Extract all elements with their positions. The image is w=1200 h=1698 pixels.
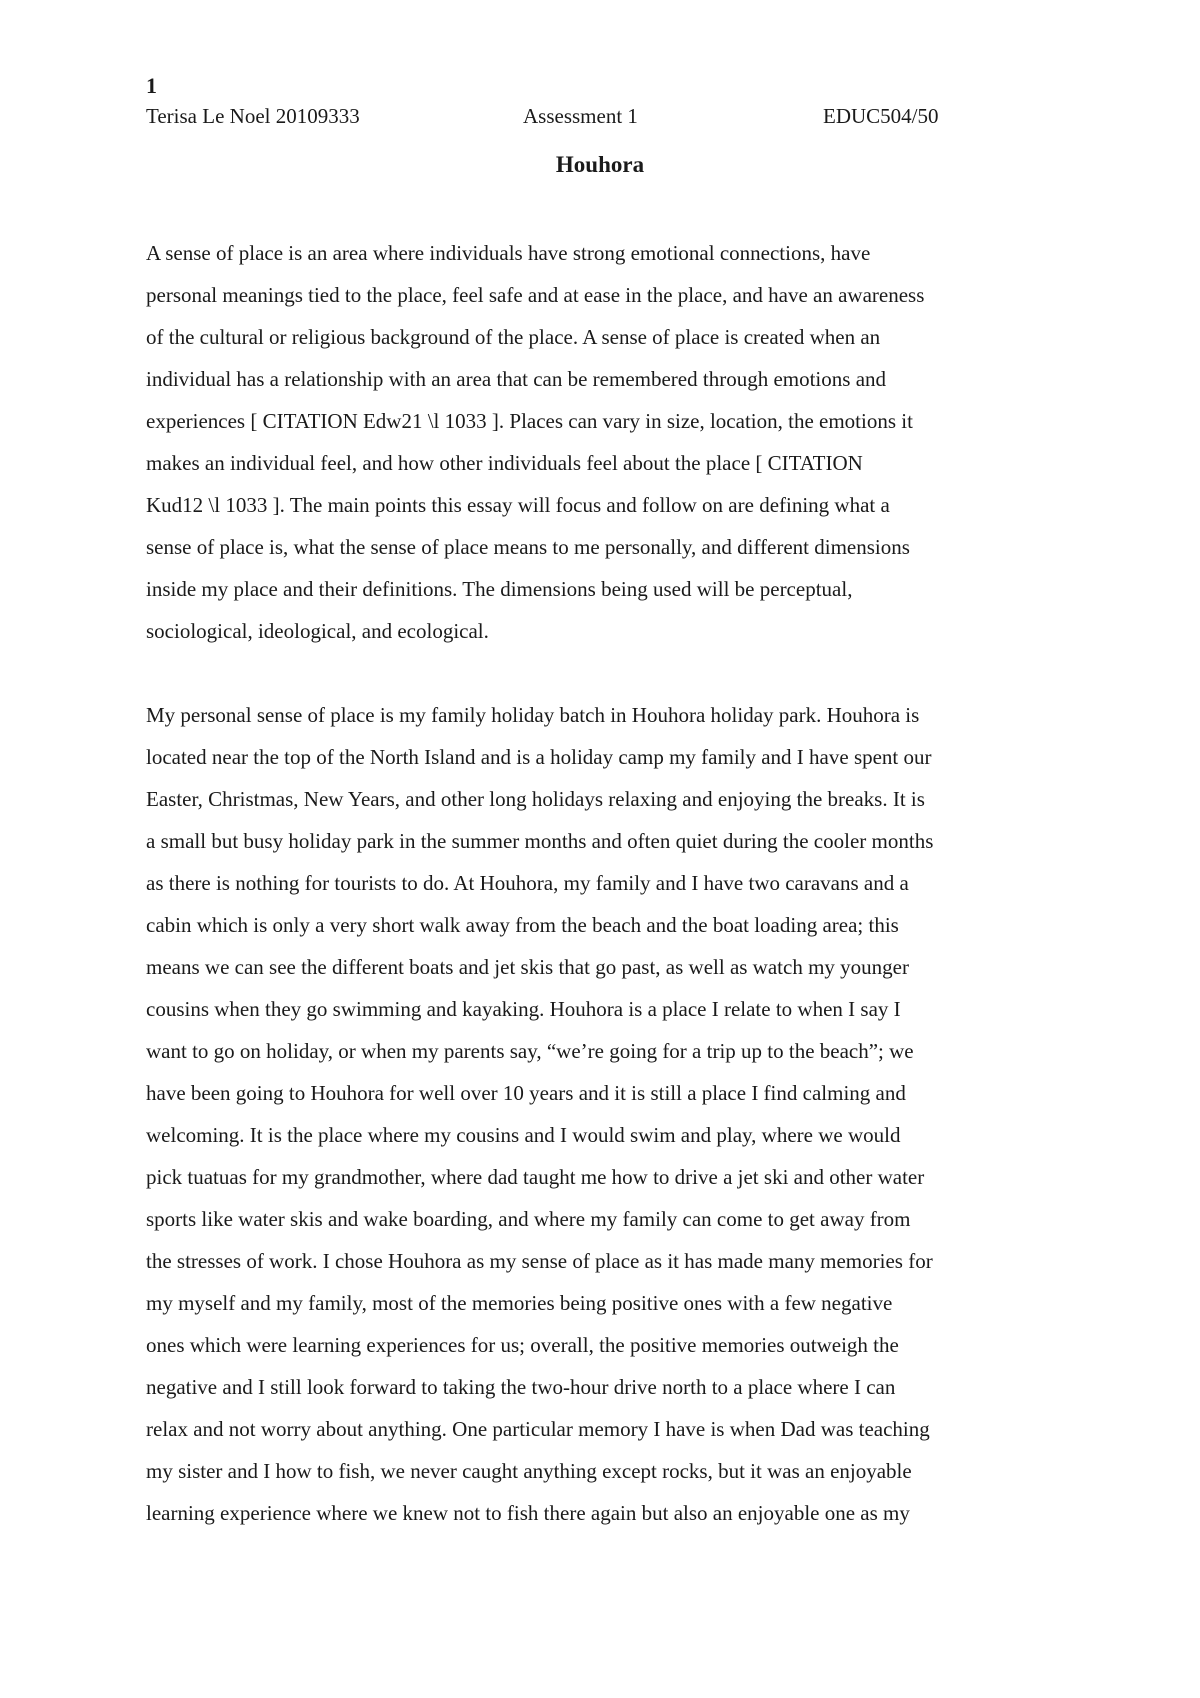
text-line: cabin which is only a very short walk away from the beach and the boat loading area; this <box>146 913 899 937</box>
text-line: have been going to Houhora for well over 10 years and it is still a place I find calming and <box>146 1081 906 1105</box>
header-author: Terisa Le Noel 20109333 <box>146 104 360 128</box>
text-line: ones which were learning experiences for us; overall, the positive memories outweigh the <box>146 1333 899 1357</box>
text-line: welcoming. It is the place where my cousins and I would swim and play, where we would <box>146 1123 901 1147</box>
text-line: individual has a relationship with an area that can be remembered through emotions and <box>146 367 887 391</box>
text-line: relax and not worry about anything. One particular memory I have is when Dad was teaching <box>146 1417 930 1441</box>
text-line: want to go on holiday, or when my parents say, “we’re going for a trip up to the beach”; we <box>146 1039 914 1063</box>
text-line: Kud12 \l 1033 ]. The main points this essay will focus and follow on are defining what a <box>146 493 890 517</box>
header-assessment: Assessment 1 <box>523 104 638 128</box>
text-line: located near the top of the North Island and is a holiday camp my family and I have spent our <box>146 745 932 769</box>
text-line: Easter, Christmas, New Years, and other long holidays relaxing and enjoying the breaks. It is <box>146 787 925 811</box>
text-line: sports like water skis and wake boarding, and where my family can come to get away from <box>146 1207 911 1231</box>
text-line: sociological, ideological, and ecological. <box>146 619 489 643</box>
paragraph <box>146 232 1066 652</box>
document-header <box>146 102 1066 130</box>
text-line: personal meanings tied to the place, feel safe and at ease in the place, and have an awareness <box>146 283 925 307</box>
text-line: negative and I still look forward to taking the two-hour drive north to a place where I can <box>146 1375 896 1399</box>
text-line: of the cultural or religious background of the place. A sense of place is created when an <box>146 325 881 349</box>
text-line: experiences [ CITATION Edw21 \l 1033 ]. Places can vary in size, location, the emotions it <box>146 409 913 433</box>
text-line: the stresses of work. I chose Houhora as my sense of place as it has made many memories for <box>146 1249 933 1273</box>
text-line: My personal sense of place is my family holiday batch in Houhora holiday park. Houhora is <box>146 703 920 727</box>
paragraph-personal-sense-of-place <box>146 694 1066 1534</box>
header-course-code: EDUC504/50 <box>823 104 939 128</box>
text-line: A sense of place is an area where individuals have strong emotional connections, have <box>146 241 871 265</box>
text-line: sense of place is, what the sense of place means to me personally, and different dimensions <box>146 535 910 559</box>
document-title: Houhora <box>555 152 645 177</box>
paragraph-introduction <box>146 232 1066 652</box>
text-line: inside my place and their definitions. The dimensions being used will be perceptual, <box>146 577 853 601</box>
paragraph <box>146 694 1066 1534</box>
text-line: as there is nothing for tourists to do. At Houhora, my family and I have two caravans and a <box>146 871 909 895</box>
text-line: my sister and I how to fish, we never caught anything except rocks, but it was an enjoyable <box>146 1459 912 1483</box>
text-line: means we can see the different boats and jet skis that go past, as well as watch my younger <box>146 955 909 979</box>
text-line: makes an individual feel, and how other individuals feel about the place [ CITATION <box>146 451 863 475</box>
text-line: cousins when they go swimming and kayaking. Houhora is a place I relate to when I say I <box>146 997 901 1021</box>
page-number: 1 <box>146 73 157 98</box>
text-line: pick tuatuas for my grandmother, where dad taught me how to drive a jet ski and other water <box>146 1165 925 1189</box>
text-line: a small but busy holiday park in the summer months and often quiet during the cooler months <box>146 829 934 853</box>
text-line: my myself and my family, most of the memories being positive ones with a few negative <box>146 1291 893 1315</box>
text-line: learning experience where we knew not to fish there again but also an enjoyable one as my <box>146 1501 910 1525</box>
